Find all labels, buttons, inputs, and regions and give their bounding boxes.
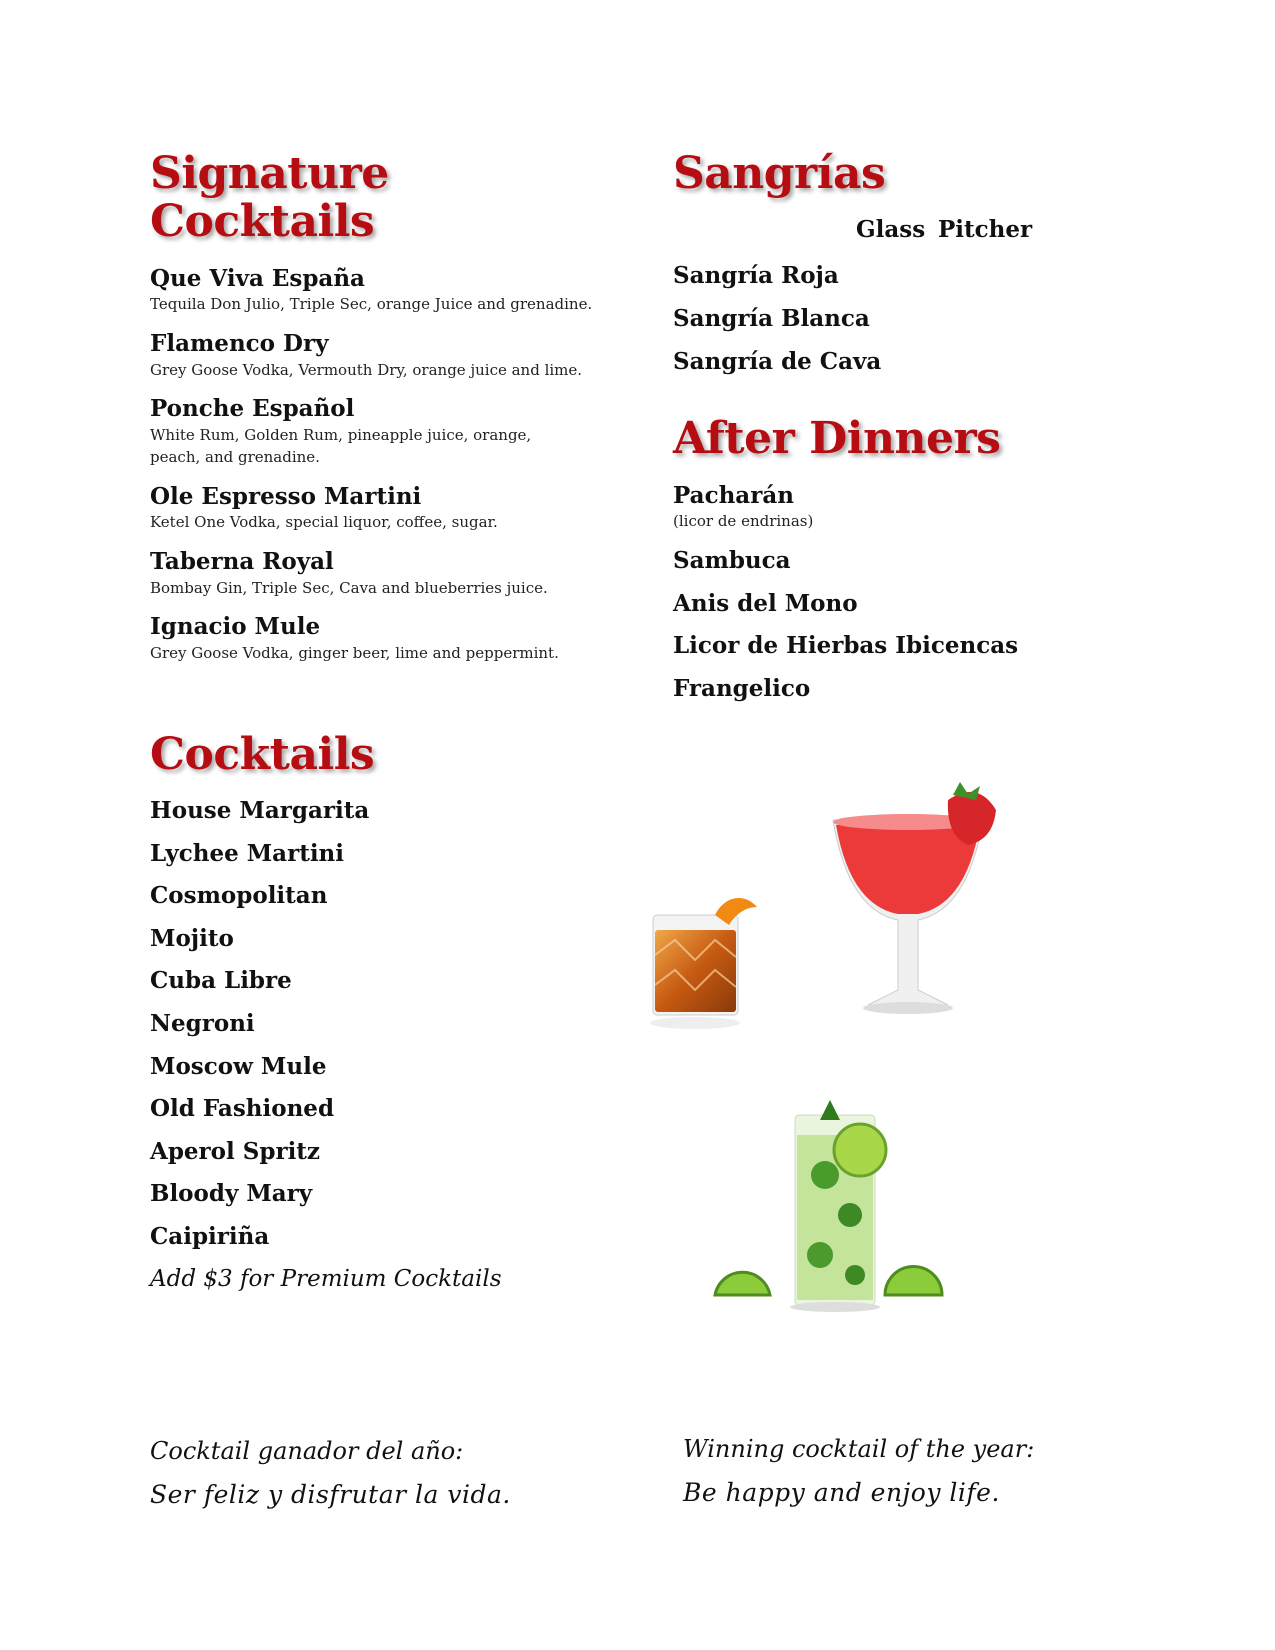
cocktails-heading: Cocktails — [150, 728, 375, 780]
cocktail-item: Bloody Mary — [150, 1180, 313, 1208]
signature-item-desc: Grey Goose Vodka, ginger beer, lime and peppermint. — [150, 643, 559, 662]
signature-item-desc: Ketel One Vodka, special liquor, coffee, sugar. — [150, 513, 498, 532]
sangria-item: Sangría Roja — [673, 262, 839, 290]
after-dinner-item: Frangelico — [673, 674, 811, 702]
footer-en-label: Winning cocktail of the year: — [683, 1435, 1035, 1463]
strawberry-margarita-glass-image — [828, 780, 998, 1030]
signature-item-name: Que Viva España — [150, 264, 365, 292]
after-dinner-item: Sambuca — [673, 546, 791, 574]
signature-item — [150, 613, 620, 664]
cocktail-item: Negroni — [150, 1009, 255, 1037]
cocktail-item: Old Fashioned — [150, 1095, 335, 1123]
signature-item — [150, 395, 620, 468]
signature-item-name: Ignacio Mule — [150, 613, 321, 641]
after-dinner-name: Pacharán — [673, 481, 794, 509]
cocktail-item: Moscow Mule — [150, 1052, 327, 1080]
old-fashioned-glass-image — [645, 885, 765, 1035]
sangria-price-headers — [673, 216, 1093, 250]
cocktail-item: Lychee Martini — [150, 839, 345, 867]
signature-item — [150, 483, 620, 534]
cocktail-item: Cosmopolitan — [150, 882, 328, 910]
signature-cocktails-heading: Signature Cocktails — [150, 148, 389, 248]
after-dinners-heading: After Dinners — [673, 413, 1001, 465]
pitcher-header: Pitcher — [938, 216, 1033, 244]
cocktail-item: Aperol Spritz — [150, 1137, 320, 1165]
cocktail-item: Cuba Libre — [150, 967, 292, 995]
right-column — [673, 150, 1093, 717]
glass-header: Glass — [856, 216, 926, 244]
footer-es-label: Cocktail ganador del año: — [150, 1437, 464, 1465]
signature-item — [150, 265, 620, 316]
signature-item-desc: Bombay Gin, Triple Sec, Cava and blueberries juice. — [150, 578, 548, 597]
signature-item-name: Ole Espresso Martini — [150, 482, 422, 510]
signature-item-desc: Tequila Don Julio, Triple Sec, orange Juice and grenadine. — [150, 295, 593, 314]
mojito-glass-image — [710, 1095, 950, 1320]
cocktail-item: Mojito — [150, 924, 234, 952]
premium-note: Add $3 for Premium Cocktails — [150, 1265, 502, 1292]
signature-item — [150, 330, 620, 381]
signature-item-desc: Grey Goose Vodka, Vermouth Dry, orange juice and lime. — [150, 360, 583, 379]
left-column — [150, 150, 620, 1315]
sangrias-heading: Sangrías — [673, 148, 886, 199]
signature-item-name: Taberna Royal — [150, 547, 334, 575]
signature-item-desc: White Rum, Golden Rum, pineapple juice, orange, peach, and grenadine. — [150, 426, 532, 466]
cocktail-item: Caipiriña — [150, 1222, 270, 1250]
after-dinner-item — [673, 482, 1093, 533]
after-dinner-item: Licor de Hierbas Ibicencas — [673, 632, 1019, 660]
signature-item-name: Flamenco Dry — [150, 330, 329, 358]
after-dinner-desc: (licor de endrinas) — [673, 512, 814, 531]
footer-en-text: Be happy and enjoy life. — [683, 1478, 1000, 1507]
signature-item-name: Ponche Español — [150, 395, 355, 423]
cocktail-item: House Margarita — [150, 796, 370, 824]
after-dinner-item: Anis del Mono — [673, 589, 858, 617]
sangria-item: Sangría Blanca — [673, 304, 870, 332]
signature-item — [150, 548, 620, 599]
sangria-item: Sangría de Cava — [673, 347, 882, 375]
footer-es-text: Ser feliz y disfrutar la vida. — [150, 1480, 511, 1509]
